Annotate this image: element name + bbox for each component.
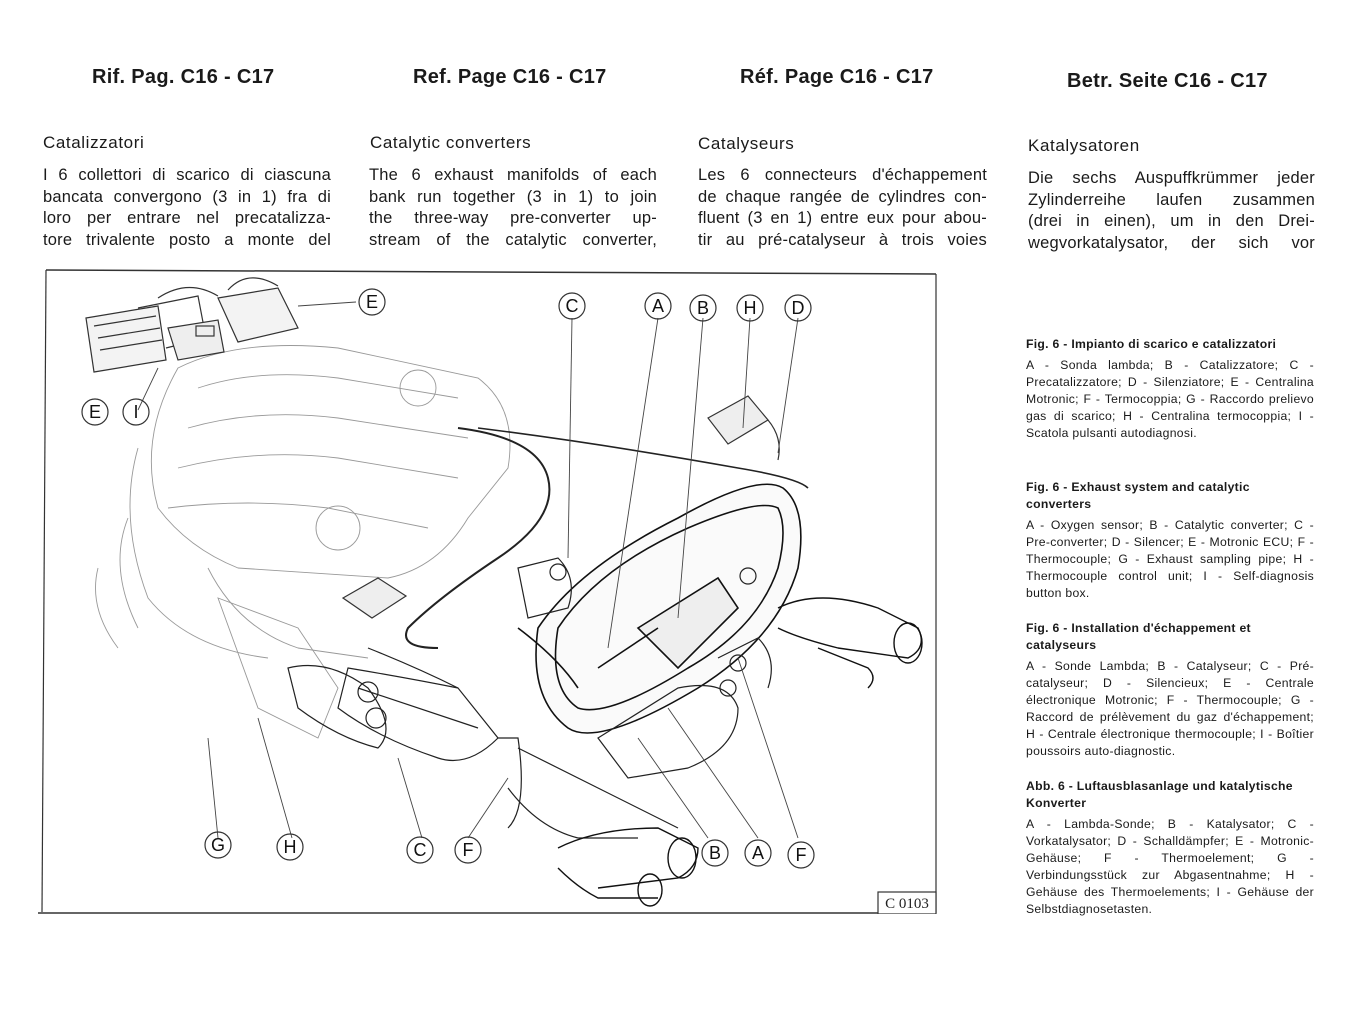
text-line: Les 6 connecteurs d'échappement: [698, 166, 987, 184]
label-c-top: C: [565, 296, 579, 316]
caption-german: [1026, 778, 1314, 918]
text-line: tir au pré-catalyseur à trois voies: [698, 230, 987, 249]
title-italian: Catalizzatori: [43, 133, 145, 152]
header-italian: Rif. Pag. C16 - C17: [92, 66, 275, 88]
text-line: fluent (3 en 1) entre eux pour abou-: [698, 209, 987, 227]
figure-code: C 0103: [885, 896, 929, 912]
label-f-bottom: F: [462, 840, 474, 860]
label-b-top: B: [696, 298, 710, 318]
label-e-left: E: [88, 402, 102, 422]
text-line: Zylinderreihe laufen zusammen: [1028, 190, 1315, 209]
title-english: Catalytic converters: [370, 133, 532, 152]
header-german: Betr. Seite C16 - C17: [1067, 70, 1268, 92]
caption-french: [1026, 620, 1314, 760]
label-c-bottom: C: [413, 840, 427, 860]
title-french: Catalyseurs: [698, 134, 795, 153]
caption-title: Abb. 6 - Luftausblasanlage und katalytische Konverter: [1026, 779, 1293, 810]
text-line: I 6 collettori di scarico di ciascuna: [43, 166, 331, 184]
label-h-top: H: [743, 298, 757, 318]
text-italian: [43, 165, 331, 251]
text-line: Die sechs Auspuffkrümmer jeder: [1028, 169, 1315, 187]
caption-title: Fig. 6 - Exhaust system and catalytic converters: [1026, 480, 1250, 511]
caption-english: [1026, 479, 1314, 602]
text-english: [369, 165, 657, 251]
header-english: Ref. Page C16 - C17: [413, 66, 607, 88]
caption-title: Fig. 6 - Impianto di scarico e catalizzatori: [1026, 337, 1277, 351]
label-g-bottom: G: [210, 835, 226, 855]
caption-title: Fig. 6 - Installation d'échappement et catalyseurs: [1026, 621, 1251, 652]
text-line: bank run together (3 in 1) to join: [369, 187, 657, 206]
caption-italian: [1026, 336, 1314, 442]
text-line: tore trivalente posto a monte del: [43, 230, 331, 249]
exhaust-system-figure: [38, 268, 938, 914]
label-h-bottom: H: [283, 837, 297, 857]
label-d-top: D: [791, 298, 805, 318]
label-f-bottom-right: F: [795, 845, 807, 865]
label-a-bottom: A: [751, 843, 765, 863]
text-line: bancata convergono (3 in 1) fra di: [43, 187, 331, 206]
title-german: Katalysatoren: [1028, 136, 1140, 155]
text-line: stream of the catalytic converter,: [369, 230, 657, 249]
label-a-top: A: [651, 296, 665, 316]
label-b-bottom: B: [708, 843, 722, 863]
text-line: (drei in einen), um in den Drei-: [1028, 212, 1315, 230]
caption-body: A - Sonde Lambda; B - Catalyseur; C - Pré-catalyseur; D - Silencieux; E - Centrale électronique Motronic; F - Thermocouple; G - Raccord de prélèvement du gaz d'échappement; H - Centrale électronique thermocouple; I - Boîtier poussoirs auto-diagnostic.: [1026, 659, 1314, 758]
label-i-left: I: [133, 402, 139, 422]
exhaust-drawing: [38, 268, 938, 914]
text-line: wegvorkatalysator, der sich vor: [1028, 233, 1315, 252]
caption-body: A - Sonda lambda; B - Catalizzatore; C - Precatalizzatore; D - Silenziatore; E - Centralina Motronic; F - Termocoppia; G - Raccordo prelievo gas di scarico; H - Centralina termocoppia; I - Scatola pulsanti autodiagnosi.: [1026, 358, 1314, 440]
label-e-top: E: [365, 292, 379, 312]
text-line: the three-way pre-converter up-: [369, 209, 657, 227]
caption-body: A - Oxygen sensor; B - Catalytic converter; C - Pre-converter; D - Silencer; E - Motronic ECU; F - Thermocouple; G - Exhaust sampling pipe; H - Thermocouple control unit; I - Self-diagnosis button box.: [1026, 518, 1314, 600]
text-german: [1028, 168, 1315, 254]
text-french: [698, 165, 987, 251]
text-line: The 6 exhaust manifolds of each: [369, 166, 657, 184]
header-french: Réf. Page C16 - C17: [740, 66, 934, 88]
caption-body: A - Lambda-Sonde; B - Katalysator; C - Vorkatalysator; D - Schalldämpfer; E - Motronic-Gehäuse; F - Thermoelement; G - Verbindungsstück zur Abgasentnahme; H - Gehäuse des Thermoelements; I - Gehäuse der Selbstdiagnosetasten.: [1026, 817, 1314, 916]
text-line: loro per entrare nel precatalizza-: [43, 209, 331, 227]
text-line: de chaque rangée de cylindres con-: [698, 187, 987, 206]
